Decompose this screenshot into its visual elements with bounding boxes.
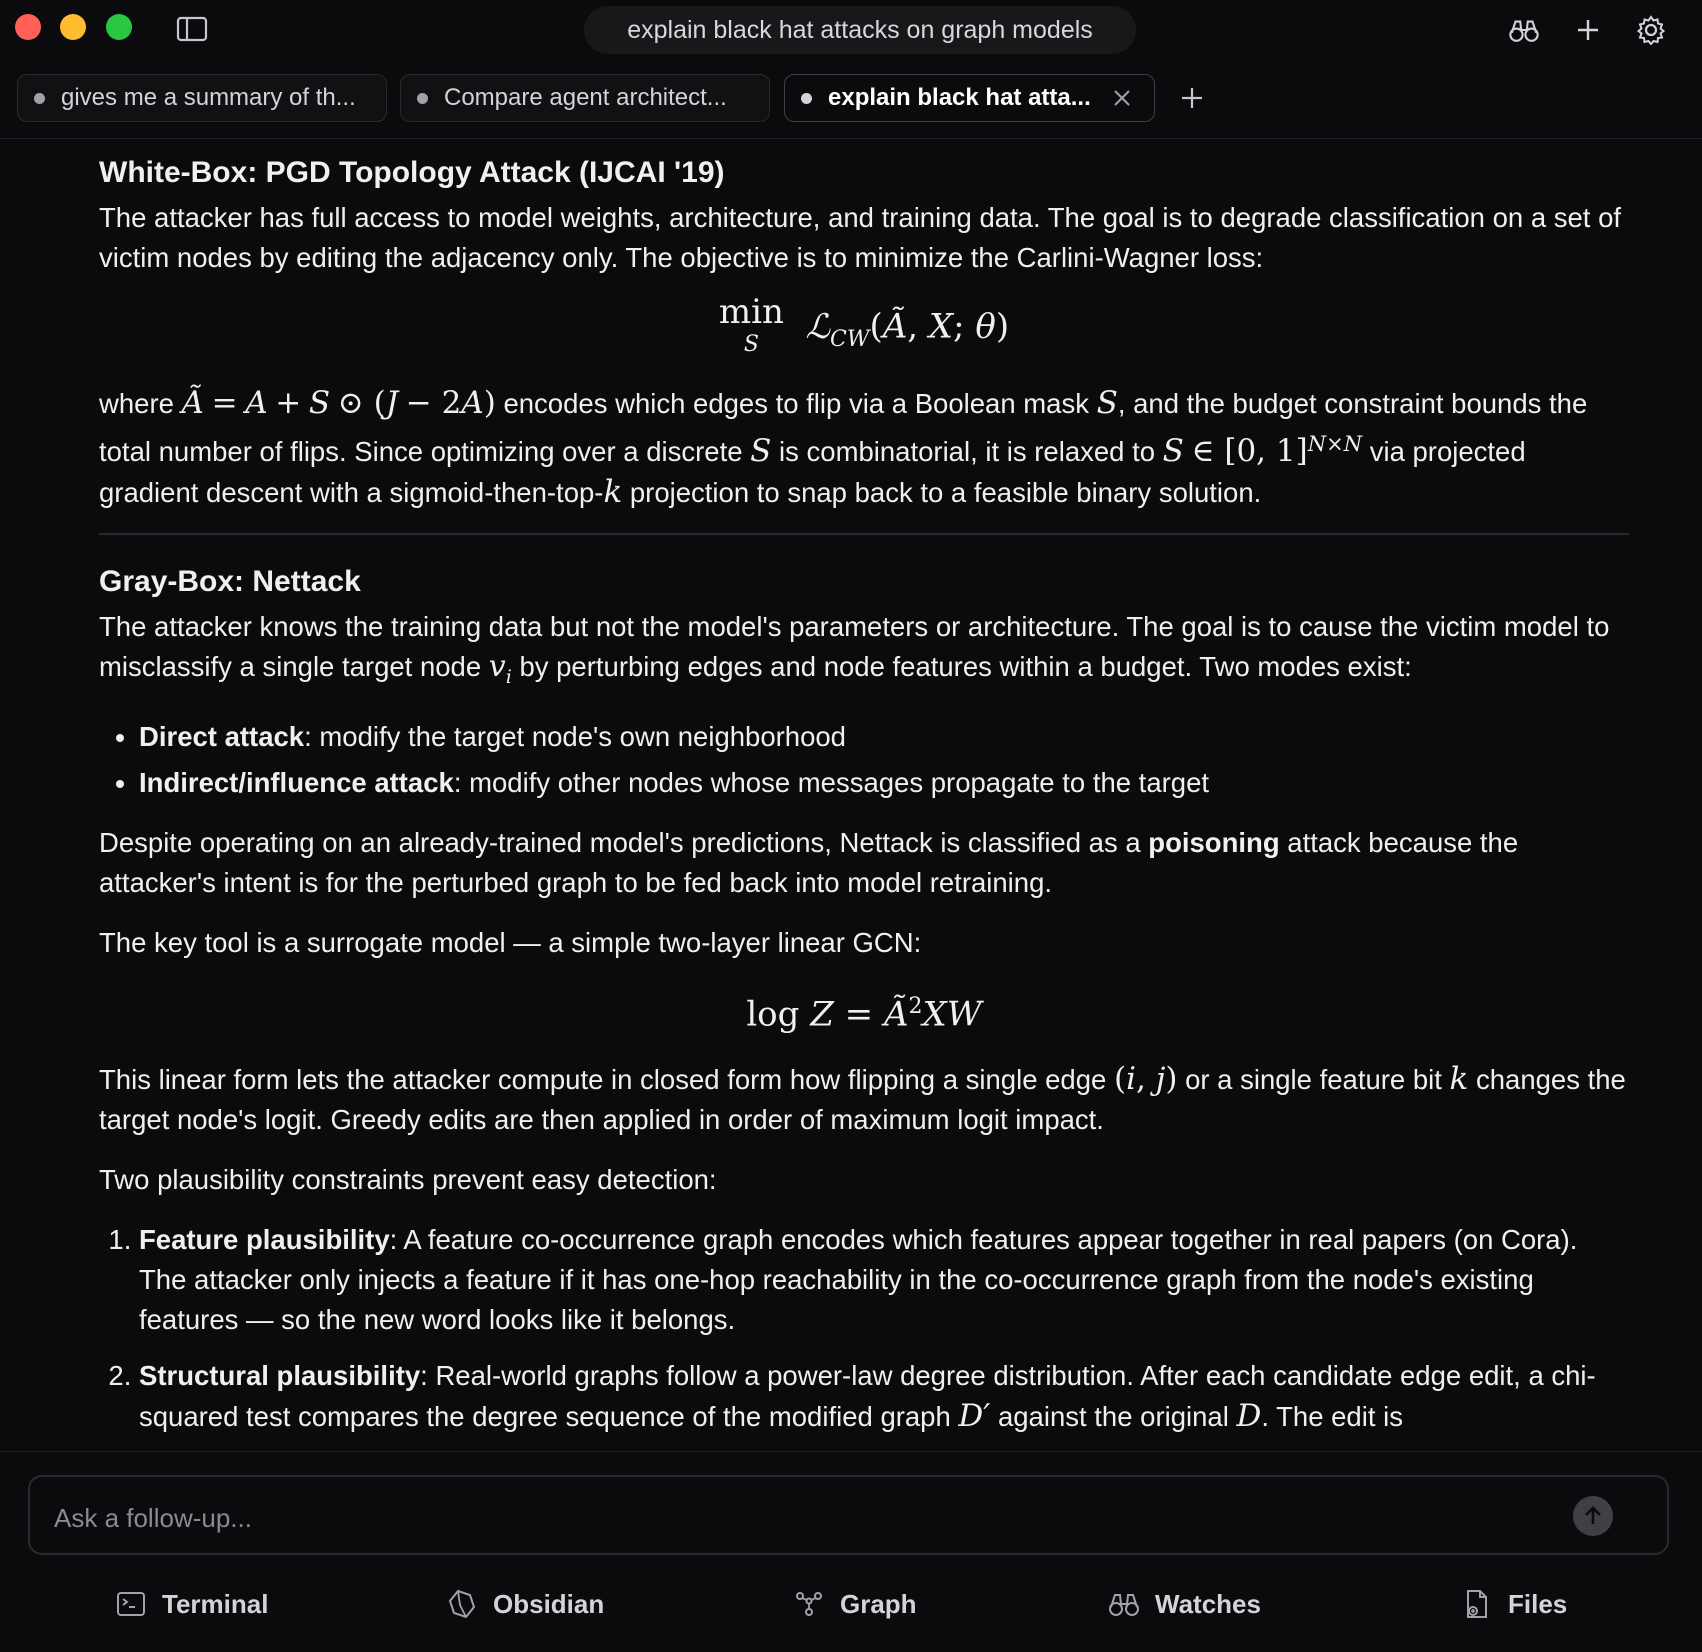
tab-label: explain black hat atta... [828,84,1091,111]
plausibility-constraints-list [99,1220,1629,1437]
list-item: • Direct attack: modify the target node's own neighborhood [139,717,1629,757]
arrow-up-icon [1582,1505,1604,1527]
paragraph: where Ã = A + S ⊙ (J − 2A) encodes which edges to flip via a Boolean mask S, and the budget constraint bounds the total number of flips. Since optimizing over a discrete S is combinatorial, it is relaxed to S ∈ [0, 1]$^{N\times N}$ via projected gradient descent with a sigmoid-then-top-k projection to snap back to a feasible binary solution. [99,385,1588,511]
dock-obsidian[interactable]: Obsidian [445,1576,604,1632]
zoom-window-button[interactable] [106,14,132,40]
window-title[interactable]: explain black hat attacks on graph models [584,6,1136,54]
attack-modes-list [99,717,1629,803]
paragraph: Two plausibility constraints prevent easy detection: [99,1163,717,1195]
graph-icon [792,1587,826,1621]
tab-label: Compare agent architect... [444,84,727,111]
bottom-dock [0,1576,1702,1636]
header-divider [0,138,1702,139]
tab-label: gives me a summary of th... [61,84,356,111]
close-tab-icon[interactable] [1110,86,1134,110]
list-item: 1. Feature plausibility: A feature co-occurrence graph encodes which features appear together in real papers (on Cora). The attacker only injects a feature if it has one-hop reachability in the co-occurrence graph from the node's existing features — so the new word looks like it belongs. [139,1220,1629,1340]
dock-terminal[interactable]: Terminal [114,1576,268,1632]
tab-status-dot [801,93,812,104]
tab-compare-agent[interactable] [400,74,770,122]
paragraph: The attacker knows the training data but not the model's parameters or architecture. The goal is to cause the victim model to misclassify a single target node $v_i$ by perturbing edges and node features within a budget. Two modes exist: [99,611,1610,689]
obsidian-icon [445,1587,479,1621]
paragraph: Despite operating on an already-trained model's predictions, Nettack is classified as a poisoning attack because the attacker's intent is for the perturbed graph to be fed back into model retraining. [99,827,1519,899]
follow-up-box [28,1475,1669,1555]
new-tab-plus-icon[interactable] [1178,84,1206,112]
tab-explain-black-hat[interactable] [784,74,1155,122]
input-divider [0,1451,1702,1452]
send-button[interactable] [1573,1496,1613,1536]
title-bar [0,0,1702,62]
dock-graph[interactable]: Graph [792,1576,917,1632]
section-divider [99,533,1629,535]
tab-status-dot [34,93,45,104]
file-icon [1460,1587,1494,1621]
new-chat-plus-icon[interactable] [1572,14,1604,46]
paragraph: This linear form lets the attacker compute in closed form how flipping a single edge (i, j) or a single feature bit k changes the target node's logit. Greedy edits are then applied in order of maximum logit impact. [99,1060,1626,1135]
list-item: • Indirect/influence attack: modify other nodes whose messages propagate to the target [139,763,1629,803]
paragraph: The attacker has full access to model weights, architecture, and training data. The goal is to degrade classification on a set of victim nodes by editing the adjacency only. The objective is to minimize the Carlini-Wagner loss: [99,202,1622,273]
list-item: 2. Structural plausibility: Real-world graphs follow a power-law degree distribution. After each candidate edge edit, a chi-squared test compares the degree sequence of the modified graph D′ against the original D. The edit is [139,1356,1629,1437]
dock-watches[interactable]: Watches [1107,1576,1261,1632]
section-heading-gray-box: Gray-Box: Nettack [99,565,361,599]
terminal-icon [114,1587,148,1621]
follow-up-input[interactable] [52,1495,1556,1541]
tab-bar [0,74,1702,124]
paragraph: The key tool is a surrogate model — a simple two-layer linear GCN: [99,927,922,959]
dock-files[interactable]: Files [1460,1576,1567,1632]
tab-status-dot [417,93,428,104]
binoculars-icon [1107,1587,1141,1621]
chat-response [99,148,1629,1450]
binoculars-icon[interactable] [1508,14,1540,46]
sidebar-toggle-icon[interactable] [176,16,208,42]
section-heading-white-box: White-Box: PGD Topology Attack (IJCAI '19) [99,156,725,189]
tab-summary[interactable] [17,74,387,122]
close-window-button[interactable] [15,14,41,40]
gear-icon[interactable] [1635,14,1667,46]
equation-cw-loss: min S ℒ$_{CW}$(Ã, X; θ) [718,292,1010,357]
minimize-window-button[interactable] [60,14,86,40]
equation-surrogate-gcn: $\log Z = Ã^2XW$ [746,994,982,1035]
